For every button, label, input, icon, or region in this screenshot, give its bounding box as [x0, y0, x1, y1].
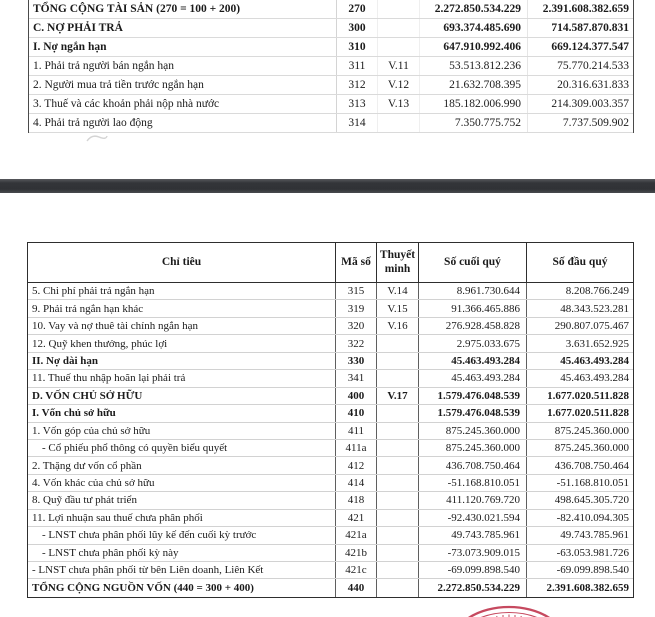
- row-code: 411: [336, 423, 377, 439]
- row-start: 3.631.652.925: [565, 337, 629, 350]
- table-row: [28, 457, 633, 474]
- row-end: 45.463.493.284: [419, 353, 527, 369]
- row-start: 875.245.360.000: [554, 442, 629, 455]
- row-label: TỔNG CỘNG NGUỒN VỐN (440 = 300 + 400): [28, 579, 336, 596]
- table-row: [29, 0, 633, 19]
- row-end: 693.374.485.690: [420, 19, 528, 37]
- row-note: [377, 405, 419, 421]
- row-end: 875.245.360.000: [419, 423, 527, 439]
- row-code: 410: [336, 405, 377, 421]
- balance-sheet-continuation-table: [28, 0, 634, 133]
- table-row: [28, 492, 633, 509]
- company-seal: [447, 603, 571, 617]
- row-note: V.12: [378, 76, 420, 94]
- row-label: I. Vốn chủ sở hữu: [28, 405, 336, 421]
- row-start: -82.410.094.305: [556, 511, 629, 524]
- row-note: V.11: [378, 57, 420, 75]
- table-row: [28, 423, 633, 440]
- table-row: [28, 353, 633, 370]
- row-end: 91.366.465.886: [419, 300, 527, 316]
- table-row: [29, 76, 633, 95]
- row-code: 412: [336, 457, 377, 473]
- row-start: -69.099.898.540: [556, 564, 629, 577]
- row-start: -63.053.981.726: [556, 546, 629, 559]
- row-start: 290.807.075.467: [554, 320, 629, 333]
- row-start: 8.208.766.249: [565, 285, 629, 298]
- row-end: 21.632.708.395: [420, 76, 528, 94]
- row-note: V.14: [377, 283, 419, 299]
- row-start: 49.743.785.961: [560, 529, 629, 542]
- row-end: 2.272.850.534.229: [419, 579, 527, 596]
- table-row: [28, 475, 633, 492]
- row-start: 2.391.608.382.659: [546, 582, 629, 595]
- table-row: [29, 95, 633, 114]
- row-code: 313: [337, 95, 378, 113]
- row-note: [377, 370, 419, 386]
- row-start: 45.463.493.284: [560, 372, 629, 385]
- table-body: [29, 0, 633, 133]
- row-end: 2.272.850.534.229: [420, 0, 528, 18]
- row-note: [377, 579, 419, 596]
- row-code: 322: [336, 335, 377, 351]
- row-note: [377, 335, 419, 351]
- row-label: 1. Phải trả người bán ngắn hạn: [29, 57, 337, 75]
- row-note: [377, 475, 419, 491]
- row-code: 310: [337, 38, 378, 56]
- scan-artifact: [85, 133, 109, 143]
- row-note: [378, 114, 420, 132]
- row-code: 421a: [336, 527, 377, 543]
- row-code: 421b: [336, 545, 377, 561]
- row-end: 1.579.476.048.539: [419, 405, 527, 421]
- row-label: 1. Vốn góp của chủ sở hữu: [28, 423, 336, 439]
- row-code: 320: [336, 318, 377, 334]
- row-start: 436.708.750.464: [554, 459, 629, 472]
- row-end: 45.463.493.284: [419, 370, 527, 386]
- row-label: 9. Phải trả ngắn hạn khác: [28, 300, 336, 316]
- row-end: 7.350.775.752: [420, 114, 528, 132]
- row-start: 875.245.360.000: [554, 424, 629, 437]
- row-end: 2.975.033.675: [419, 335, 527, 351]
- row-note: [377, 353, 419, 369]
- row-start: 498.645.305.720: [554, 494, 629, 507]
- row-note: [377, 457, 419, 473]
- row-start: 1.677.020.511.828: [547, 389, 629, 402]
- row-end: 276.928.458.828: [419, 318, 527, 334]
- row-end: 436.708.750.464: [419, 457, 527, 473]
- row-label: 10. Vay và nợ thuê tài chính ngắn hạn: [28, 318, 336, 334]
- table-row: [28, 545, 633, 562]
- row-label: C. NỢ PHẢI TRẢ: [29, 19, 337, 37]
- row-note: [377, 423, 419, 439]
- row-code: 319: [336, 300, 377, 316]
- row-note: V.16: [377, 318, 419, 334]
- col-header-chi-tieu: Chỉ tiêu: [28, 243, 336, 282]
- row-label: 5. Chi phí phải trả ngắn hạn: [28, 283, 336, 299]
- table-row: [28, 318, 633, 335]
- row-note: [378, 19, 420, 37]
- table-row: [28, 388, 633, 405]
- row-note: [377, 527, 419, 543]
- row-code: 440: [336, 579, 377, 596]
- row-code: 315: [336, 283, 377, 299]
- table-row: [28, 405, 633, 422]
- col-header-so-cuoi-quy: Số cuối quý: [419, 243, 527, 282]
- row-note: [378, 38, 420, 56]
- col-header-so-dau-quy: Số đầu quý: [552, 255, 608, 268]
- table-row: [29, 114, 633, 133]
- row-label: I. Nợ ngắn hạn: [29, 38, 337, 56]
- row-note: V.15: [377, 300, 419, 316]
- row-end: 1.579.476.048.539: [419, 388, 527, 404]
- table-row: [28, 370, 633, 387]
- row-end: 185.182.006.990: [420, 95, 528, 113]
- table-row: [29, 57, 633, 76]
- col-header-ma-so: Mã số: [336, 243, 377, 282]
- row-start: 1.677.020.511.828: [547, 407, 629, 420]
- row-end: -69.099.898.540: [419, 562, 527, 578]
- row-note: [377, 545, 419, 561]
- row-note: [377, 510, 419, 526]
- row-label: - LNST chưa phân phối từ bên Liên doanh, Liên Kết: [28, 562, 336, 578]
- row-start: 75.770.214.533: [557, 60, 629, 72]
- row-label: II. Nợ dài hạn: [28, 353, 336, 369]
- row-start: -51.168.810.051: [556, 477, 629, 490]
- row-code: 314: [337, 114, 378, 132]
- row-code: 400: [336, 388, 377, 404]
- row-start: 48.343.523.281: [560, 302, 629, 315]
- table-header-row: [28, 243, 633, 283]
- row-note: [377, 562, 419, 578]
- row-note: [377, 492, 419, 508]
- row-note: [378, 0, 420, 18]
- row-code: 421: [336, 510, 377, 526]
- row-end: 49.743.785.961: [419, 527, 527, 543]
- table-row: [28, 440, 633, 457]
- row-label: 11. Lợi nhuận sau thuế chưa phân phối: [28, 510, 336, 526]
- row-end: -73.073.909.015: [419, 545, 527, 561]
- table-row: [29, 38, 633, 57]
- row-start: 214.309.003.357: [551, 98, 629, 110]
- table-body: [28, 283, 633, 597]
- row-note: V.17: [377, 388, 419, 404]
- row-start: 2.391.608.382.659: [542, 3, 629, 15]
- row-label: 3. Thuế và các khoản phải nộp nhà nước: [29, 95, 337, 113]
- row-start: 669.124.377.547: [551, 41, 629, 53]
- row-label: - Cổ phiếu phổ thông có quyền biểu quyết: [28, 440, 336, 456]
- table-row: [28, 283, 633, 300]
- row-code: 421c: [336, 562, 377, 578]
- row-label: 2. Thặng dư vốn cổ phần: [28, 457, 336, 473]
- row-start: 45.463.493.284: [560, 354, 629, 367]
- row-start: 20.316.631.833: [557, 79, 629, 91]
- row-start: 7.737.509.902: [562, 117, 629, 129]
- table-row: [28, 527, 633, 544]
- table-row: [28, 300, 633, 317]
- row-code: 414: [336, 475, 377, 491]
- row-label: 12. Quỹ khen thưởng, phúc lợi: [28, 335, 336, 351]
- row-end: 647.910.992.406: [420, 38, 528, 56]
- col-header-thuyet-minh: Thuyết minh: [377, 243, 419, 282]
- balance-sheet-table: [27, 242, 634, 598]
- row-code: 311: [337, 57, 378, 75]
- table-row: [28, 562, 633, 579]
- row-label: 4. Vốn khác của chủ sở hữu: [28, 475, 336, 491]
- row-label: 8. Quỹ đầu tư phát triển: [28, 492, 336, 508]
- row-code: 312: [337, 76, 378, 94]
- row-label: 2. Người mua trả tiền trước ngắn hạn: [29, 76, 337, 94]
- row-code: 341: [336, 370, 377, 386]
- page-break-separator: [0, 179, 655, 193]
- row-label: 4. Phải trả người lao động: [29, 114, 337, 132]
- table-row: [28, 579, 633, 596]
- row-label: D. VỐN CHỦ SỞ HỮU: [28, 388, 336, 404]
- row-end: -51.168.810.051: [419, 475, 527, 491]
- row-end: 8.961.730.644: [419, 283, 527, 299]
- row-code: 418: [336, 492, 377, 508]
- table-row: [28, 510, 633, 527]
- row-note: [377, 440, 419, 456]
- row-note: V.13: [378, 95, 420, 113]
- row-start: 714.587.870.831: [551, 22, 629, 34]
- row-end: 875.245.360.000: [419, 440, 527, 456]
- row-code: 300: [337, 19, 378, 37]
- table-row: [29, 19, 633, 38]
- row-code: 411a: [336, 440, 377, 456]
- row-label: 11. Thuế thu nhập hoãn lại phải trả: [28, 370, 336, 386]
- row-end: 53.513.812.236: [420, 57, 528, 75]
- table-row: [28, 335, 633, 352]
- row-label: TỔNG CỘNG TÀI SẢN (270 = 100 + 200): [29, 0, 337, 18]
- row-end: 411.120.769.720: [419, 492, 527, 508]
- row-label: - LNST chưa phân phối lũy kế đến cuối kỳ trước: [28, 527, 336, 543]
- row-code: 270: [337, 0, 378, 18]
- row-label: - LNST chưa phân phối kỳ này: [28, 545, 336, 561]
- row-end: -92.430.021.594: [419, 510, 527, 526]
- row-code: 330: [336, 353, 377, 369]
